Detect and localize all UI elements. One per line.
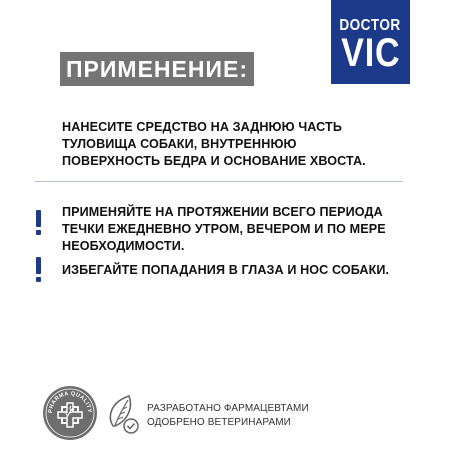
footer-text (147, 402, 309, 430)
pharma-quality-badge-icon (42, 385, 98, 441)
exclamation-icon (34, 210, 42, 236)
intro-text: НАНЕСИТЕ СРЕДСТВО НА ЗАДНЮЮ ЧАСТЬ ТУЛОВИЩА СОБАКИ, ВНУТРЕННЮЮ ПОВЕРХНОСТЬ БЕДРА И ОСНОВАНИЕ ХВОСТА. (62, 120, 366, 168)
note-item: ИЗБЕГАЙТЕ ПОПАДАНИЯ В ГЛАЗА И НОС СОБАКИ. (62, 263, 390, 277)
section-heading: ПРИМЕНЕНИЕ: (60, 52, 254, 86)
leaf-check-icon (103, 392, 141, 436)
divider (35, 181, 403, 182)
footer-line-2: ОДОБРЕНО ВЕТЕРИНАРАМИ (147, 417, 291, 428)
logo-bottom-text: VIC (340, 31, 401, 75)
brand-logo (331, 0, 410, 84)
note-item: ПРИМЕНЯЙТЕ НА ПРОТЯЖЕНИИ ВСЕГО ПЕРИОДА ТЕЧКИ ЕЖЕДНЕВНО УТРОМ, ВЕЧЕРОМ И ПО МЕРЕ НЕОБХОДИМОСТИ. (62, 205, 386, 253)
exclamation-icon (34, 257, 42, 283)
footer-line-1: РАЗРАБОТАНО ФАРМАЦЕВТАМИ (147, 403, 309, 414)
badge-text: PHARMA QUALITY (47, 390, 93, 414)
logo-top-text: DOCTOR (339, 17, 402, 34)
